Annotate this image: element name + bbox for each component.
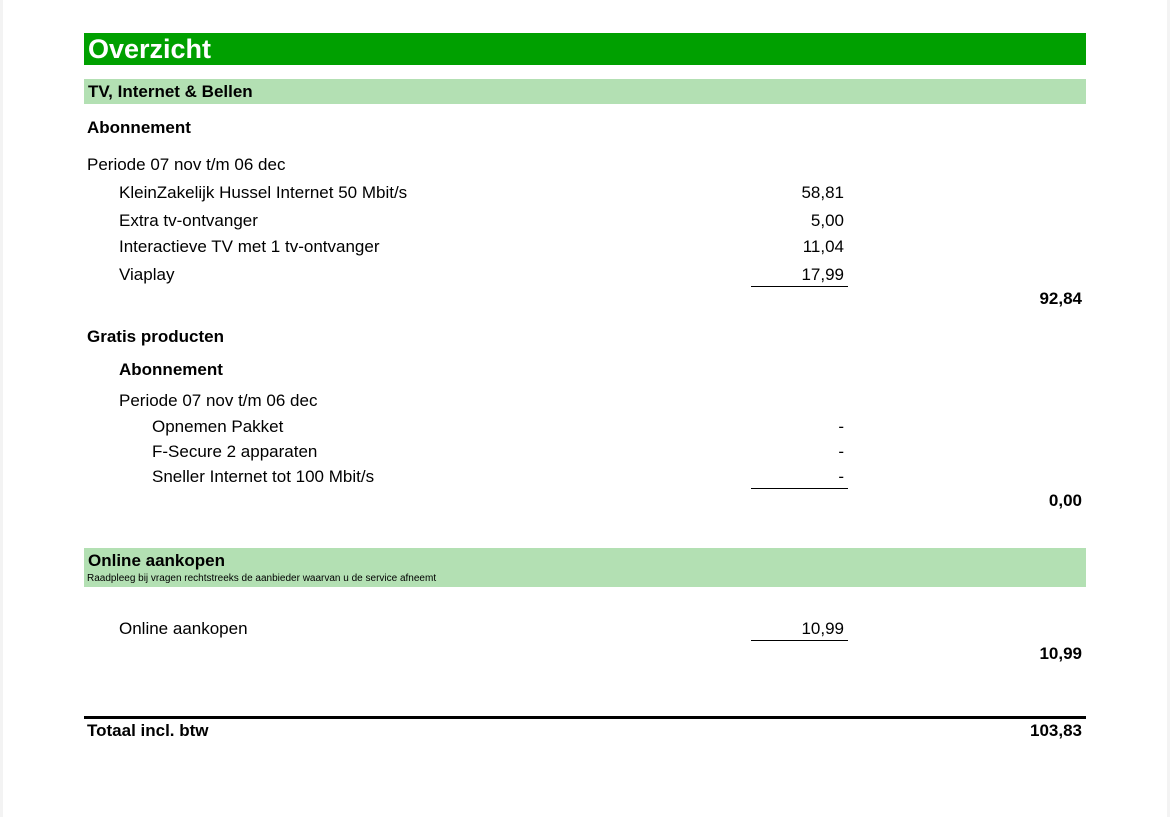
line-item-label: F-Secure 2 apparaten xyxy=(152,442,318,461)
line-item-amount: - xyxy=(838,442,844,461)
free-products-heading: Gratis producten xyxy=(87,327,224,346)
free-products-period: Periode 07 nov t/m 06 dec xyxy=(119,391,318,410)
line-item-label: KleinZakelijk Hussel Internet 50 Mbit/s xyxy=(119,183,408,202)
line-item-label: Sneller Internet tot 100 Mbit/s xyxy=(152,467,375,486)
free-products-subtotal: 0,00 xyxy=(1048,491,1082,510)
line-item-label: Extra tv-ontvanger xyxy=(119,211,258,230)
line-item-amount: - xyxy=(838,467,844,486)
section-header-tv xyxy=(84,79,1086,104)
subtotal-underline xyxy=(751,286,848,287)
line-item-amount: 11,04 xyxy=(802,237,844,256)
section-header-online xyxy=(84,548,1086,587)
subtotal-underline xyxy=(751,640,848,641)
total-divider xyxy=(84,716,1086,719)
subscription-period: Periode 07 nov t/m 06 dec xyxy=(87,155,286,174)
subscription-subtotal: 92,84 xyxy=(1039,289,1082,308)
section-note-online: Raadpleeg bij vragen rechtstreeks de aanbieder waarvan u de service afneemt xyxy=(87,573,437,584)
subtotal-underline xyxy=(751,488,848,489)
total-label: Totaal incl. btw xyxy=(87,721,209,740)
line-item-label: Viaplay xyxy=(119,265,175,284)
line-item-label: Opnemen Pakket xyxy=(152,417,284,436)
section-title-online: Online aankopen xyxy=(88,551,225,570)
line-item-amount: 58,81 xyxy=(801,183,844,202)
subscription-heading: Abonnement xyxy=(87,118,191,137)
page-title: Overzicht xyxy=(88,34,212,64)
free-subscription-heading: Abonnement xyxy=(119,360,223,379)
line-item-amount: - xyxy=(838,417,844,436)
line-item-label: Interactieve TV met 1 tv-ontvanger xyxy=(119,237,380,256)
section-title-tv: TV, Internet & Bellen xyxy=(88,82,253,101)
line-item-label: Online aankopen xyxy=(119,619,248,638)
line-item-amount: 10,99 xyxy=(801,619,844,638)
online-subtotal: 10,99 xyxy=(1039,644,1082,663)
line-item-amount: 5,00 xyxy=(810,211,844,230)
total-amount: 103,83 xyxy=(1030,721,1082,740)
overview-title-bar xyxy=(84,33,1086,65)
line-item-amount: 17,99 xyxy=(801,265,844,284)
